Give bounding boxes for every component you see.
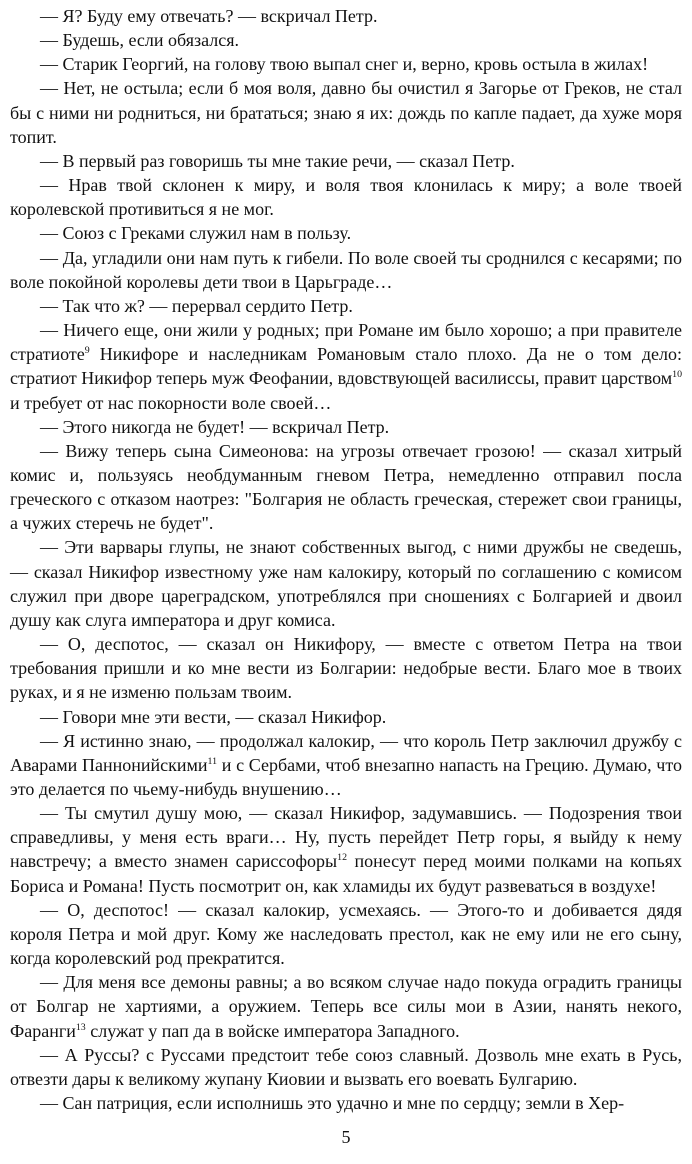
text-segment: — В первый раз говоришь ты мне такие речи, — сказал Петр. (40, 150, 515, 171)
paragraph (10, 173, 682, 221)
paragraph (10, 221, 682, 245)
footnote-marker: 13 (75, 1021, 86, 1033)
text-segment: — Эти варвары глупы, не знают собственных выгод, с ними дружбы не сведешь, — сказал Никифор известному уже нам калокиру, который по соглашению с комисом служил при дворе цареградском, употреблялся при сношениях с Болгарией и двоил душу как слуга императора и друг комиса. (10, 537, 682, 630)
text-segment: — Будешь, если обязался. (40, 30, 240, 51)
text-segment: — Я истинно знаю, — продолжал калокир, — что король Петр заключил дружбу с Аварами Паннонийскими (10, 730, 682, 775)
paragraph (10, 318, 682, 415)
body-text (10, 4, 682, 1115)
paragraph (10, 28, 682, 52)
text-segment: — Нет, не остыла; если б моя воля, давно бы очистил я Загорье от Греков, не стал бы с ними ни родниться, ни брататься; знаю я их: дождь по капле падает, да хуже моря топит. (10, 78, 682, 147)
text-segment: — Я? Буду ему отвечать? — вскричал Петр. (40, 6, 378, 26)
text-segment: — Сан патриция, если исполнишь это удачно и мне по сердцу; земли в Хер- (40, 1093, 625, 1114)
paragraph (10, 535, 682, 632)
paragraph (10, 415, 682, 439)
paragraph (10, 294, 682, 318)
text-segment: — Этого никогда не будет! — вскричал Петр. (40, 416, 390, 437)
text-segment: понесут перед моими полками на копьях Бориса и Романа! Пусть посмотрит он, как хламиды их будут развеваться в воздухе! (10, 851, 683, 896)
footnote-marker: 9 (84, 345, 90, 357)
text-segment: — А Руссы? с Руссами предстоит тебе союз славный. Дозволь мне ехать в Русь, отвезти дары к великому жупану Киовии и вызвать его воевать Булгарию. (10, 1044, 682, 1089)
paragraph (10, 705, 682, 729)
text-segment: — О, деспотос! — сказал калокир, усмехаясь. — Этого-то и добивается дядя короля Петра и мой друг. Кому же наследовать престол, как не ему или не его сыну, когда королевский род прекратится. (10, 899, 682, 969)
paragraph (10, 52, 682, 76)
footnote-marker: 10 (672, 369, 682, 381)
paragraph (10, 632, 682, 704)
paragraph (10, 970, 682, 1042)
paragraph (10, 439, 682, 536)
text-segment: — Старик Георгий, на голову твою выпал снег и, верно, кровь остыла в жилах! (40, 54, 649, 75)
paragraph (10, 1091, 682, 1115)
paragraph (10, 1043, 682, 1091)
text-segment: — Вижу теперь сына Симеонова: на угрозы отвечает грозою! — сказал хитрый комис и, пользуясь необдуманным гневом Петра, немедленно отправил посла греческого с отказом наотрез: "Болгария не область греческая, стережет свои границы, а чужих стеречь не будет". (10, 440, 682, 534)
page-number: 5 (341, 1127, 351, 1147)
paragraph (10, 246, 682, 294)
text-segment: — Ничего еще, они жили у родных; при Романе им было хорошо; а при правителе стратиоте (10, 320, 682, 365)
paragraph (10, 76, 682, 148)
text-segment: служат у пап да в войске императора Западного. (85, 1020, 460, 1041)
text-segment: — О, деспотос, — сказал он Никифору, — вместе с ответом Петра на твои требования пришли и ко мне вести из Болгарии: недобрые вести. Благо мое в твоих руках, и я не изменю пользам твоим. (10, 634, 682, 703)
text-segment: — Ты смутил душу мою, — сказал Никифор, задумавшись. — Подозрения твои справедливы, у меня есть враги… Ну, пусть перейдет Петр горы, я выйду к нему навстречу; а вместо знамен сариссофоры (10, 803, 682, 872)
text-segment: — Для меня все демоны равны; а во всяком случае надо покуда оградить границы от Болгар не хартиями, а оружием. Теперь все силы мои в Азии, нанять некого, Фаранги (10, 972, 682, 1041)
footnote-marker: 11 (207, 755, 218, 767)
paragraph (10, 898, 682, 970)
text-segment: Никифоре и наследникам Романовым стало плохо. Да не о том дело: стратиот Никифор теперь муж Феофании, вдовствующей василиссы, правит царством (10, 344, 682, 389)
paragraph (10, 801, 682, 898)
footnote-marker: 12 (337, 852, 348, 864)
paragraph (10, 149, 682, 173)
text-segment: — Да, угладили они нам путь к гибели. По воле своей ты сроднился с кесарями; по воле покойной королевы дети твои в Царьграде… (10, 247, 682, 292)
text-segment: и требует от нас покорности воле своей… (10, 392, 332, 413)
paragraph (10, 4, 682, 28)
text-segment: и с Сербами, чтоб внезапно напасть на Грецию. Думаю, что это делается по чьему-нибудь внушению… (10, 754, 682, 799)
text-segment: — Союз с Греками служил нам в пользу. (40, 223, 352, 244)
paragraph (10, 729, 682, 801)
text-segment: — Нрав твой склонен к миру, и воля твоя клонилась к миру; а воле твоей королевской противиться я не мог. (10, 175, 682, 220)
text-segment: — Так что ж? — перервал сердито Петр. (40, 295, 353, 316)
text-segment: — Говори мне эти вести, — сказал Никифор. (40, 706, 387, 727)
